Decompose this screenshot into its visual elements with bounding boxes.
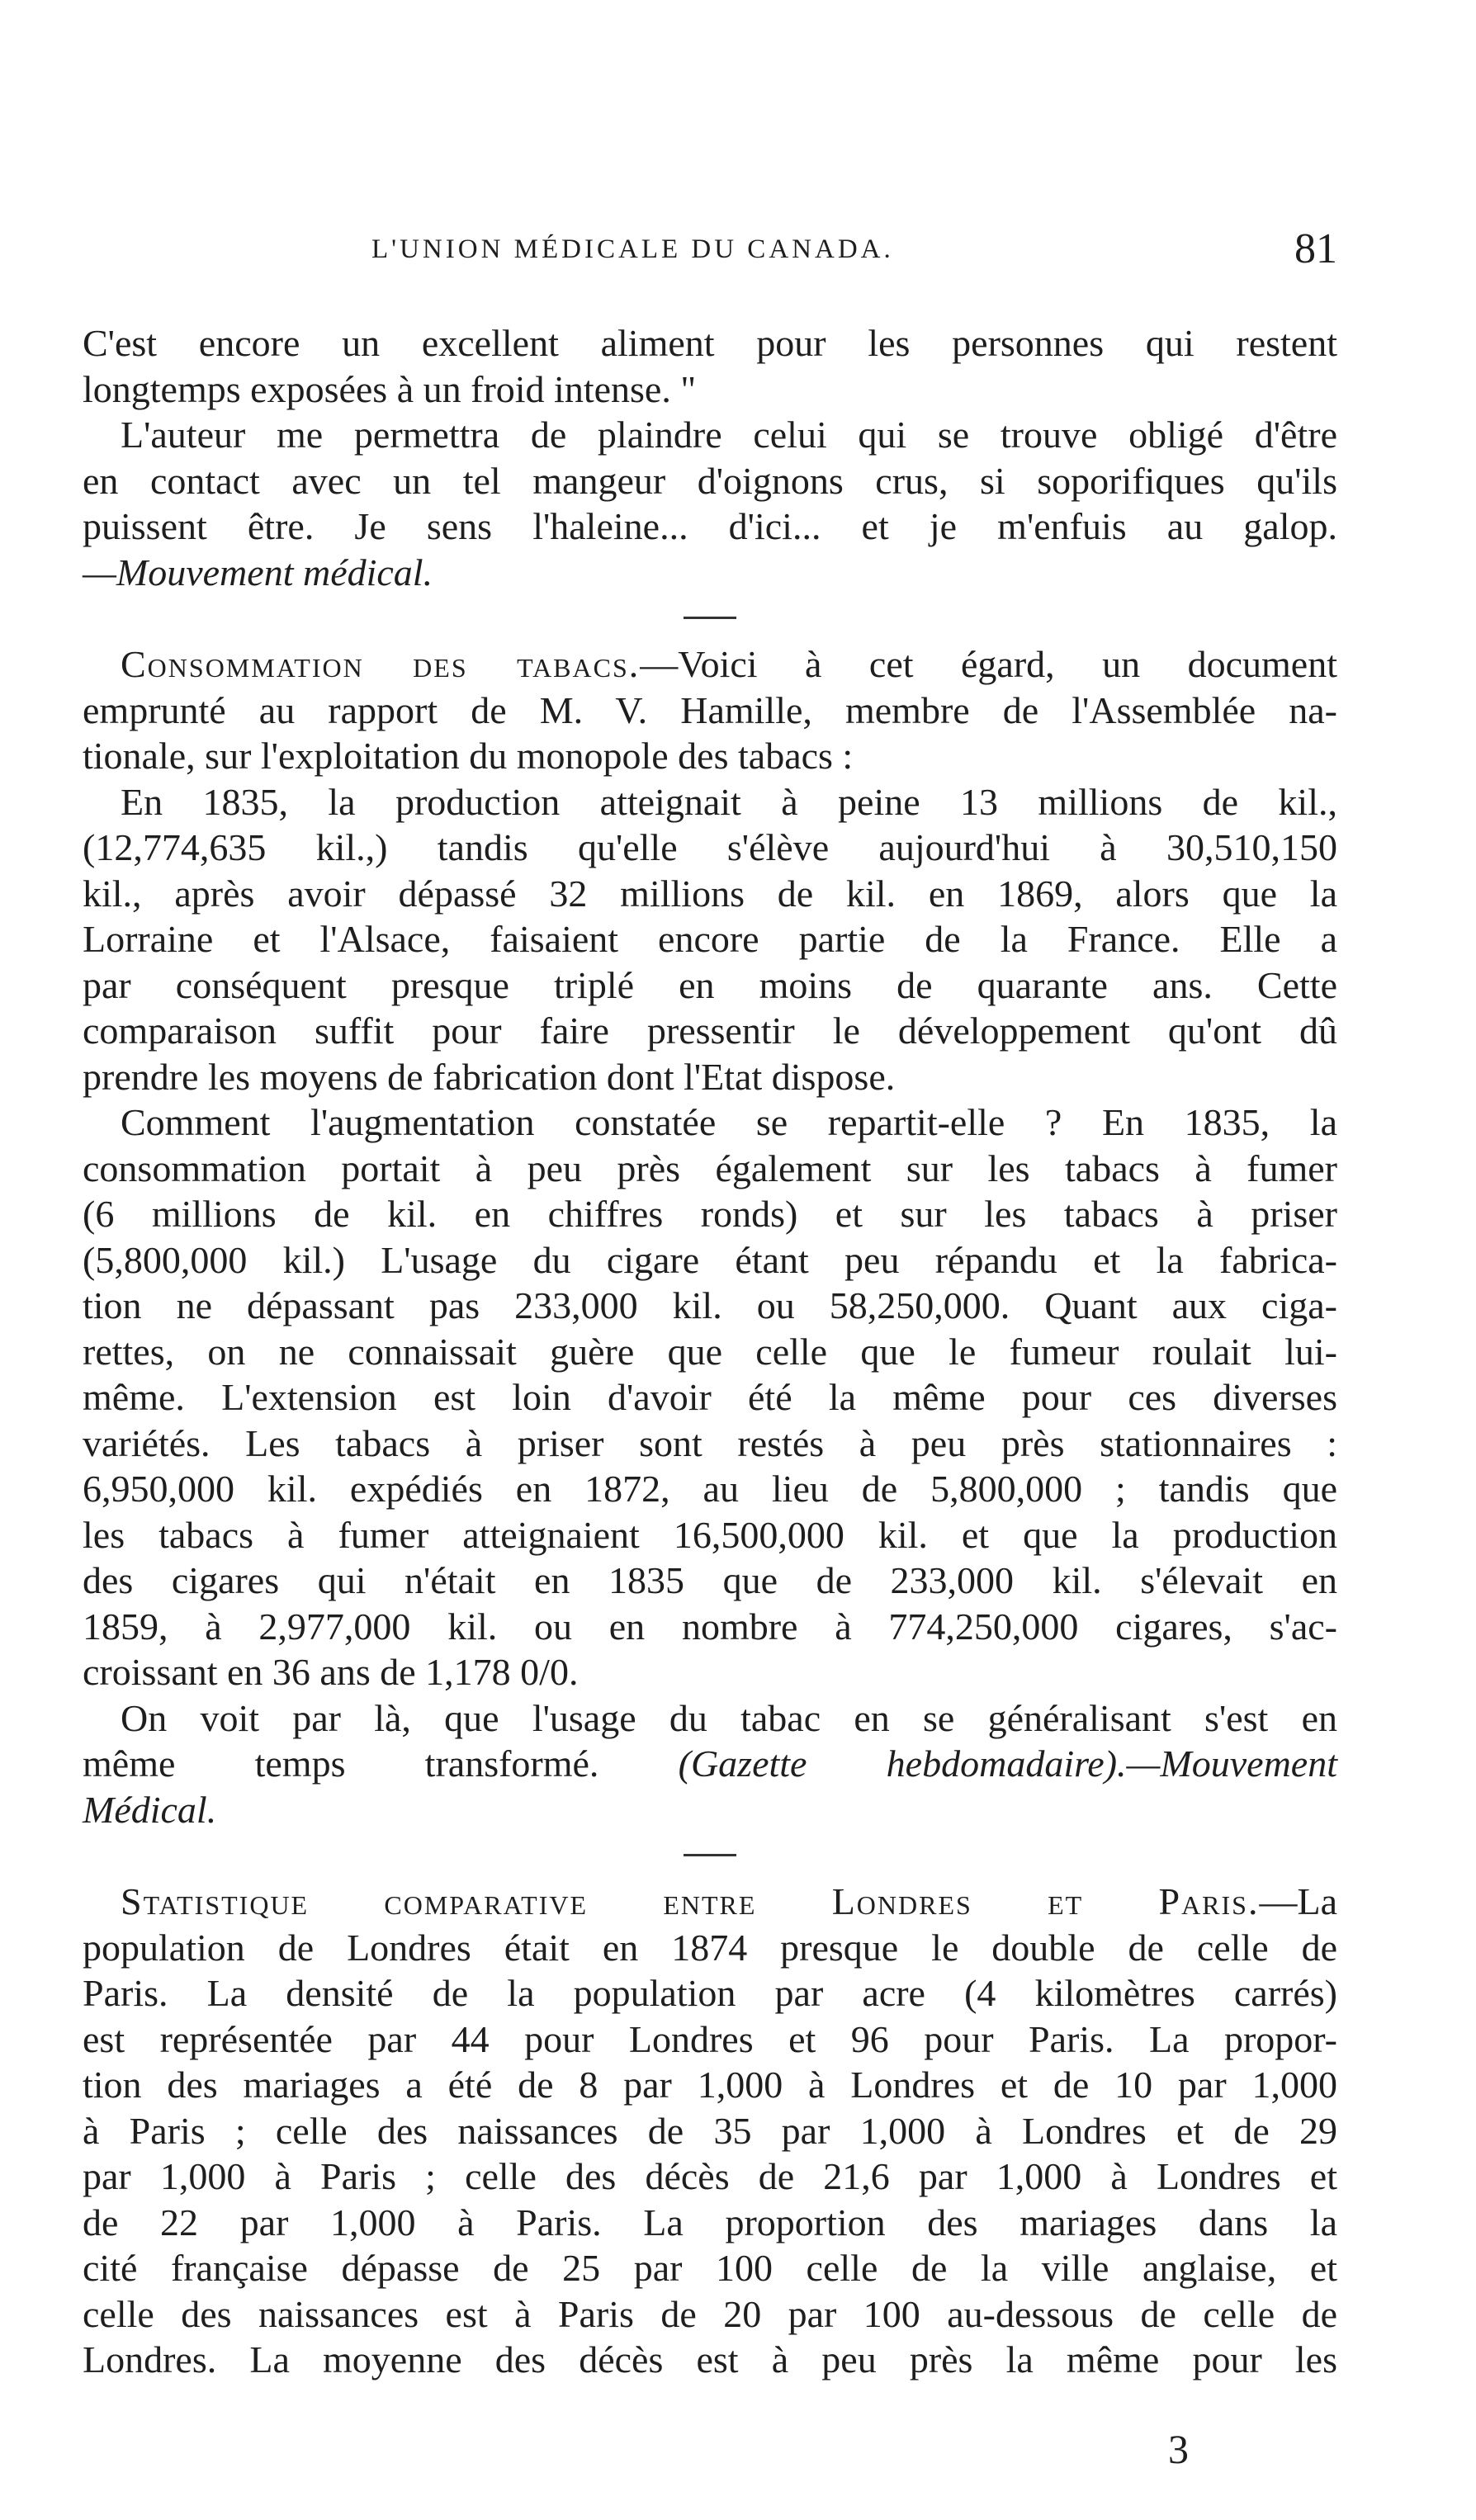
paragraph-line: même. L'extension est loin d'avoir été la même pour ces diverses xyxy=(83,1376,1337,1418)
section-heading-line xyxy=(83,1879,1337,1925)
paragraph-line: 6,950,000 kil. expédiés en 1872, au lieu de 5,800,000 ; tandis que xyxy=(83,1468,1337,1510)
paragraph-line: Comment l'augmentation constatée se repartit-elle ? En 1835, la xyxy=(121,1101,1337,1143)
section-divider xyxy=(83,1832,1337,1879)
paragraph-text: —La xyxy=(1259,1880,1337,1922)
paragraph-line: (12,774,635 kil.,) tandis qu'elle s'élève aujourd'hui à 30,510,150 xyxy=(83,826,1337,868)
running-title: L'UNION MÉDICALE DU CANADA. xyxy=(371,234,894,264)
paragraph-line: 1859, à 2,977,000 kil. ou en nombre à 774,250,000 cigares, s'ac- xyxy=(83,1605,1337,1648)
running-head xyxy=(248,225,1337,279)
paragraph-line: par conséquent presque triplé en moins de quarante ans. Cette xyxy=(83,963,1337,1006)
paragraph-line: par 1,000 à Paris ; celle des décès de 21,6 par 1,000 à Londres et xyxy=(83,2155,1337,2197)
section-heading: Consommation des tabacs. xyxy=(121,643,641,685)
paragraph-line: population de Londres était en 1874 presque le double de celle de xyxy=(83,1926,1337,1969)
section-heading-line xyxy=(83,641,1337,688)
paragraph-line: (5,800,000 kil.) L'usage du cigare étant peu répandu et la fabrica- xyxy=(83,1238,1337,1281)
paragraph-line: en contact avec un tel mangeur d'oignons crus, si soporifiques qu'ils xyxy=(83,459,1337,502)
paragraph-line: tion ne dépassant pas 233,000 kil. ou 58,250,000. Quant aux ciga- xyxy=(83,1284,1337,1326)
paragraph-line xyxy=(83,1741,1337,1787)
paragraph-line: des cigares qui n'était en 1835 que de 233,000 kil. s'élevait en xyxy=(83,1559,1337,1601)
paragraph-line: tion des mariages a été de 8 par 1,000 à Londres et de 10 par 1,000 xyxy=(83,2064,1337,2106)
paragraph-line: cité française dépasse de 25 par 100 celle de la ville anglaise, et xyxy=(83,2247,1337,2289)
section-heading: Statistique comparative entre Londres et Paris. xyxy=(121,1880,1260,1922)
paragraph-line: rettes, on ne connaissait guère que celle que le fumeur roulait lui- xyxy=(83,1330,1337,1373)
signature-mark: 3 xyxy=(1168,2426,1189,2472)
paragraph-line: puissent être. Je sens l'haleine... d'ici... et je m'enfuis au galop. xyxy=(83,505,1337,547)
paragraph-line: On voit par là, que l'usage du tabac en se généralisant s'est en xyxy=(121,1696,1337,1739)
page-number: 81 xyxy=(1294,225,1337,272)
paragraph-line: les tabacs à fumer atteignaient 16,500,000 kil. et que la production xyxy=(83,1513,1337,1556)
body-text xyxy=(83,320,1337,2383)
paragraph-line: C'est encore un excellent aliment pour les personnes qui restent xyxy=(83,322,1337,364)
paragraph-text: —Voici à cet égard, un document xyxy=(640,643,1337,685)
paragraph-line: Paris. La densité de la population par acre (4 kilomètres carrés) xyxy=(83,1972,1337,2014)
paragraph-line: à Paris ; celle des naissances de 35 par 1,000 à Londres et de 29 xyxy=(83,2109,1337,2152)
paragraph-line: comparaison suffit pour faire pressentir le développement qu'ont dû xyxy=(83,1009,1337,1052)
paragraph-line: En 1835, la production atteignait à peine 13 millions de kil., xyxy=(121,780,1337,823)
paragraph-line: emprunté au rapport de M. V. Hamille, membre de l'Assemblée na- xyxy=(83,688,1337,731)
paragraph-line: est représentée par 44 pour Londres et 96 pour Paris. La propor- xyxy=(83,2017,1337,2060)
paragraph-line: consommation portait à peu près également sur les tabacs à fumer xyxy=(83,1147,1337,1189)
paragraph-line: de 22 par 1,000 à Paris. La proportion des mariages dans la xyxy=(83,2201,1337,2243)
paragraph-text: même temps transformé. xyxy=(83,1742,599,1785)
paragraph-line: kil., après avoir dépassé 32 millions de kil. en 1869, alors que la xyxy=(83,872,1337,915)
paragraph-line: tionale, sur l'exploitation du monopole des tabacs : xyxy=(83,735,854,777)
paragraph-line: Lorraine et l'Alsace, faisaient encore partie de la France. Elle a xyxy=(83,918,1337,960)
paragraph-line: (6 millions de kil. en chiffres ronds) et sur les tabacs à priser xyxy=(83,1193,1337,1235)
paragraph-line: longtemps exposées à un froid intense. " xyxy=(83,367,697,410)
paragraph-line: variétés. Les tabacs à priser sont restés à peu près stationnaires : xyxy=(83,1421,1337,1464)
paragraph-line: celle des naissances est à Paris de 20 par 100 au-dessous de celle de xyxy=(83,2292,1337,2335)
paragraph-line: L'auteur me permettra de plaindre celui qui se trouve obligé d'être xyxy=(121,414,1337,456)
section-divider xyxy=(83,595,1337,641)
paragraph-line: prendre les moyens de fabrication dont l'Etat dispose. xyxy=(83,1055,896,1098)
article-source: (Gazette hebdomadaire).—Mouvement xyxy=(678,1742,1337,1785)
paragraph-line: croissant en 36 ans de 1,178 0/0. xyxy=(83,1651,579,1693)
article-source: Médical. xyxy=(83,1788,217,1831)
paragraph-line: Londres. La moyenne des décès est à peu près la même pour les xyxy=(83,2338,1337,2381)
article-source: —Mouvement médical. xyxy=(83,551,433,593)
